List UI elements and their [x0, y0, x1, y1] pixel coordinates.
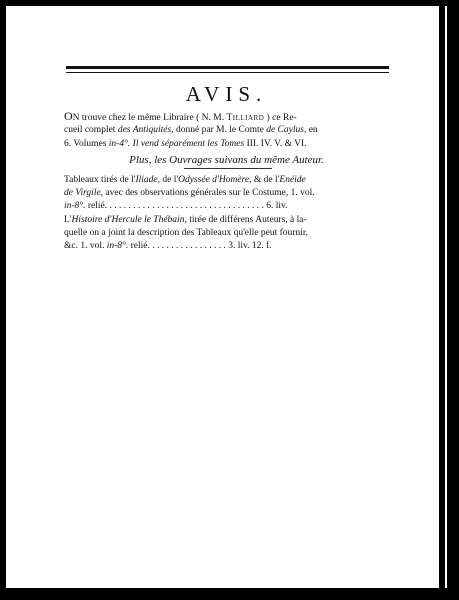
document-page	[6, 6, 447, 588]
entry1-line1: Tableaux tirés de l'Iliade, de l'Odyssée d'Homère, & de l'Enéide	[64, 175, 306, 185]
para1-line3: 6. Volumes in-4°. Il vend séparément les Tomes III. IV. V. & VI.	[64, 139, 307, 149]
entry1-line2: de Virgile, avec des observations générales sur le Costume, 1. vol.	[64, 188, 315, 198]
header-rule-thin	[66, 72, 389, 73]
section-subheading: Plus, les Ouvrages suivans du même Auteur.	[129, 154, 324, 166]
subheading-separator	[184, 168, 272, 169]
entry2-line3: &c. 1. vol. in-8°. relié. . . . . . . . . . . . . . . . . 3. liv. 12. f.	[64, 241, 272, 251]
entry2-line2: quelle on a joint la description des Tableaux qu'elle peut fournir,	[64, 228, 308, 238]
entry1-line3: in-8°. relié. . . . . . . . . . . . . . . . . . . . . . . . . . . . . . . . . . 6. liv.	[64, 201, 288, 211]
entry2-line1: L'Histoire d'Hercule le Thébain, tirée de différens Auteurs, à la-	[64, 215, 307, 225]
para1-line2: cueil complet des Antiquités, donné par M. le Comte de Caylus, en	[64, 125, 318, 135]
header-rule-thick	[66, 66, 389, 69]
page-title: AVIS.	[185, 82, 268, 106]
para1-line1: ON trouve chez le même Libraire ( N. M. Tilliard ) ce Re-	[64, 109, 297, 123]
